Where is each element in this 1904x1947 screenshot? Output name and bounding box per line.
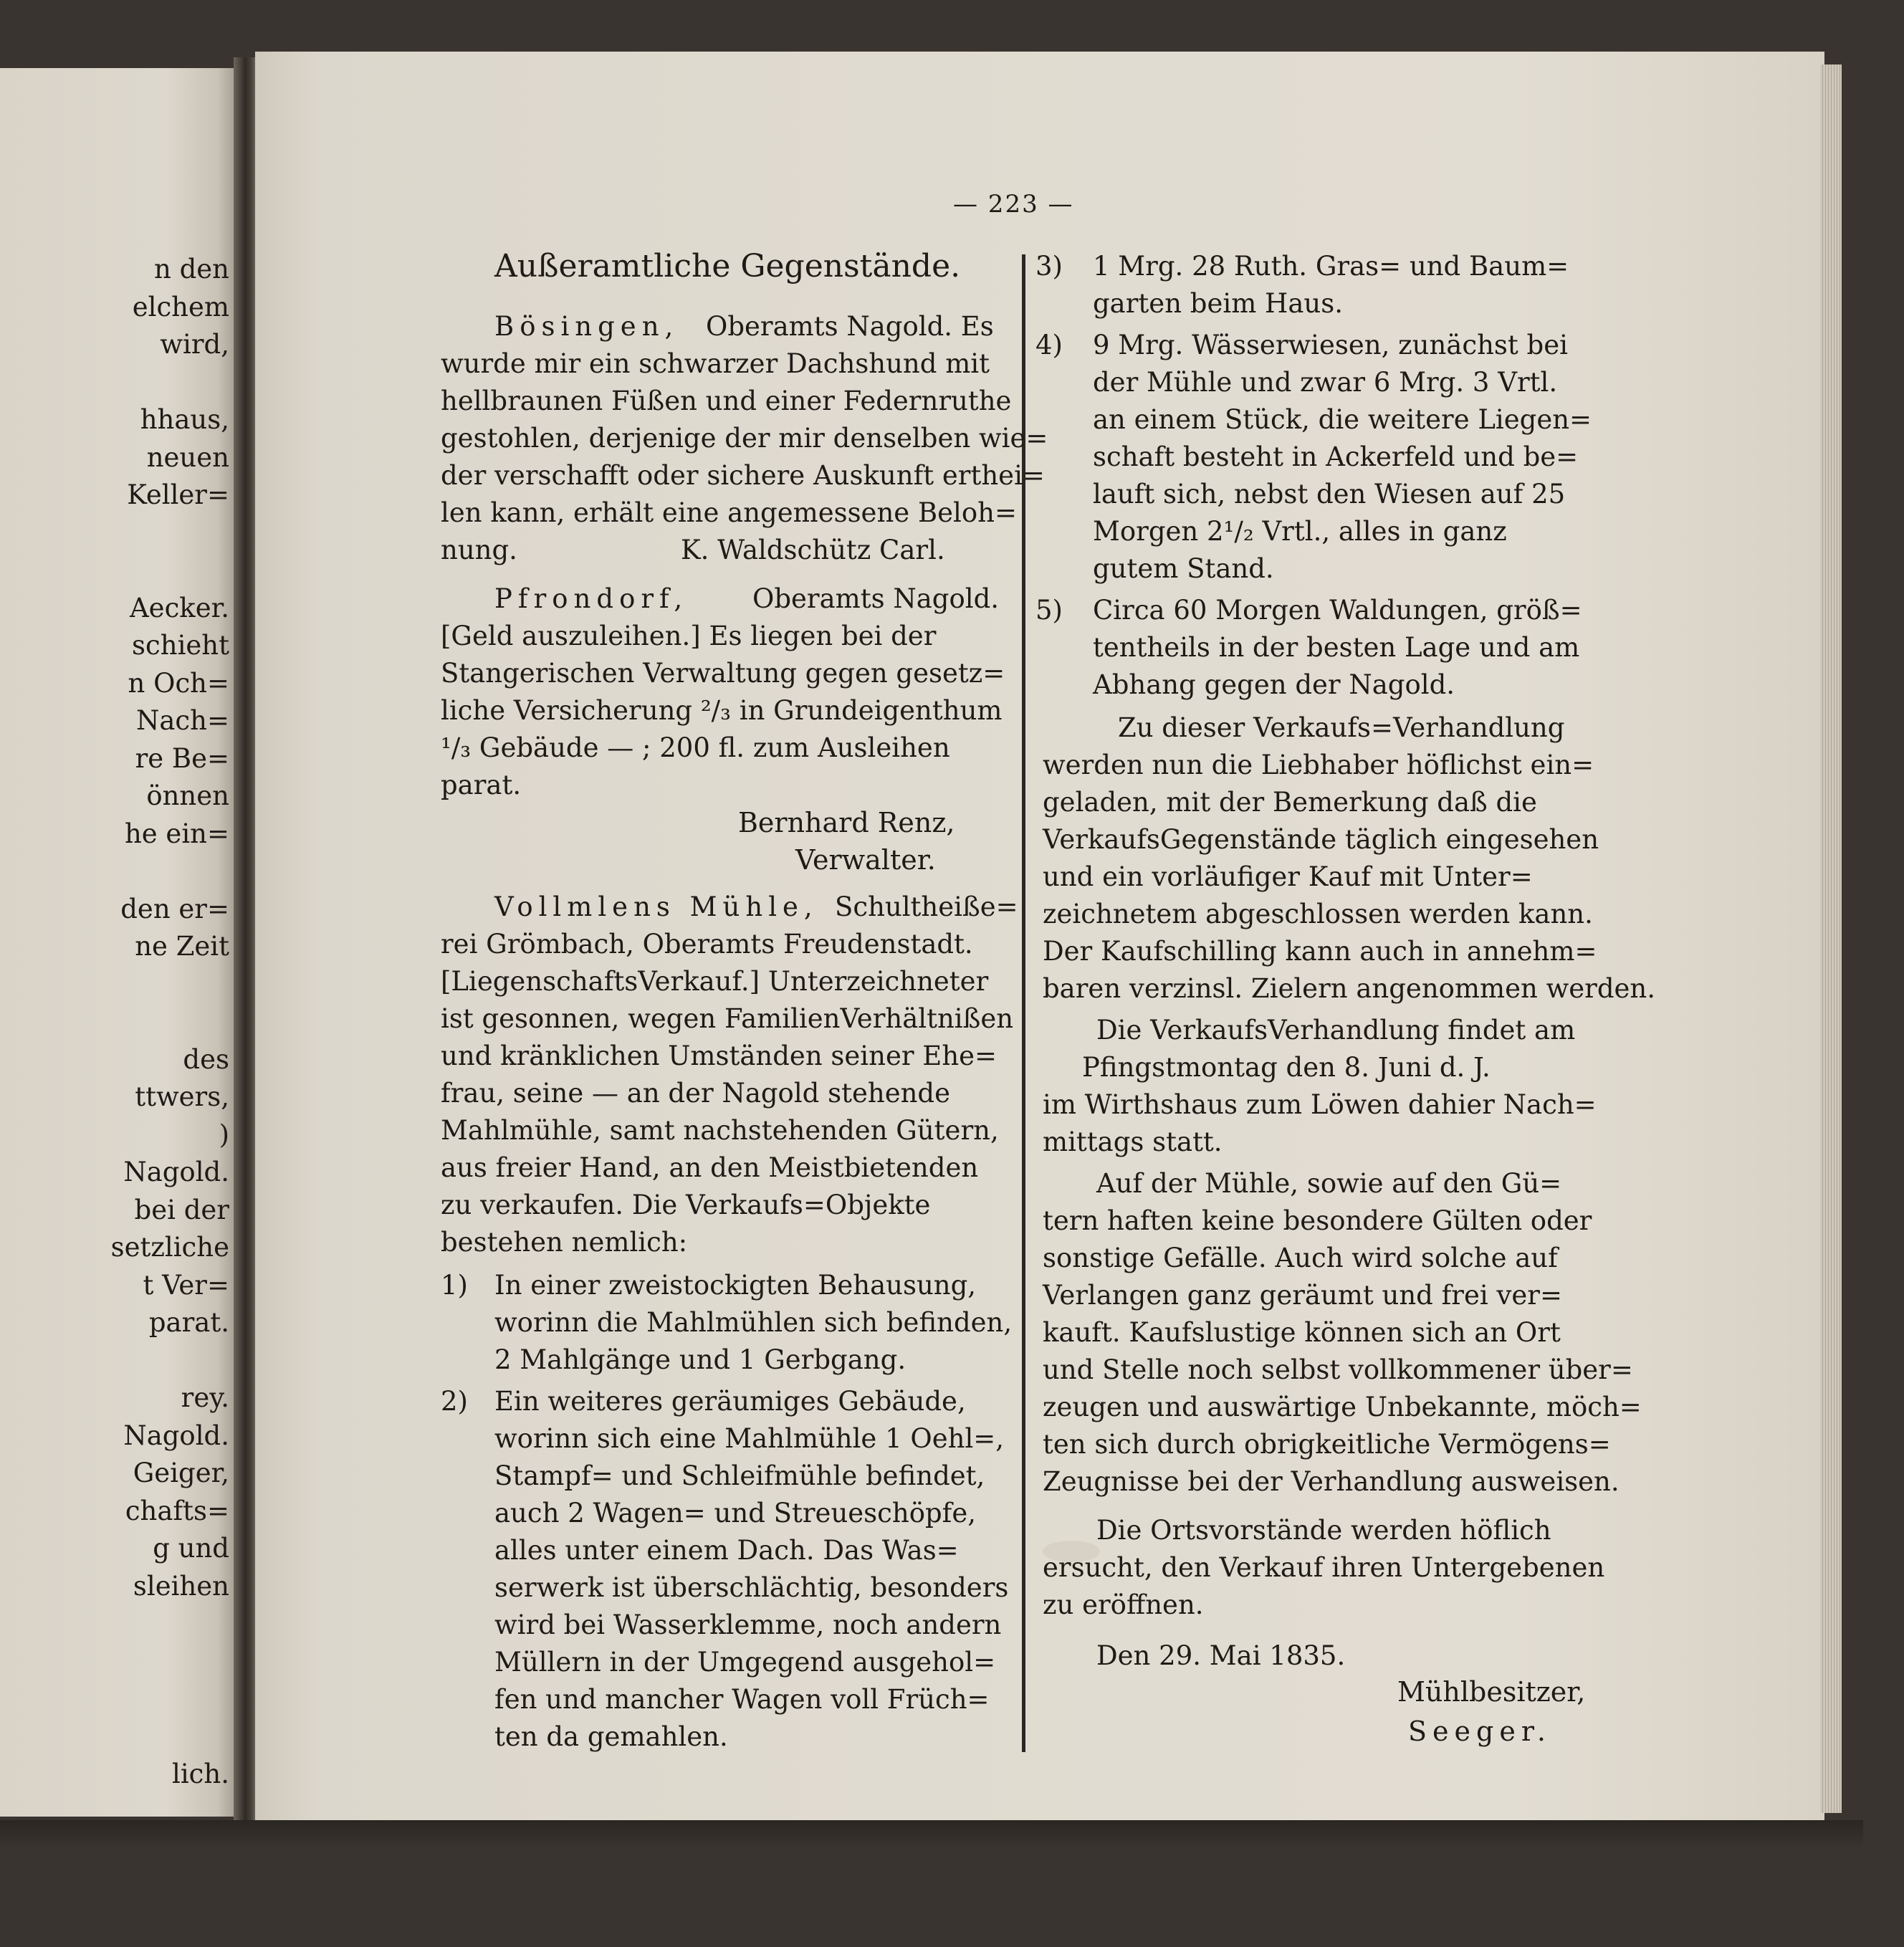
text-line: aus freier Hand, an den Meistbietenden xyxy=(441,1152,979,1183)
left-fragment-line: sleihen xyxy=(133,1570,229,1602)
left-fragment-line: Geiger, xyxy=(133,1458,229,1488)
left-fragment-line: hhaus, xyxy=(140,404,229,435)
left-fragment-line: den er= xyxy=(120,893,229,924)
left-fragment-line: setzliche xyxy=(110,1232,229,1263)
text-line: serwerk ist überschlächtig, besonders xyxy=(494,1572,1009,1603)
text-line: worinn sich eine Mahlmühle 1 Oehl=, xyxy=(494,1423,1005,1454)
left-fragment-line: g und xyxy=(153,1533,229,1564)
text-line: zu verkaufen. Die Verkaufs=Objekte xyxy=(441,1190,931,1220)
item-number: 2) xyxy=(441,1386,468,1417)
text-line: Circa 60 Morgen Waldungen, größ= xyxy=(1093,595,1582,626)
text-line: Morgen 2¹/₂ Vrtl., alles in ganz xyxy=(1093,516,1507,547)
date-line: Den 29. Mai 1835. xyxy=(1096,1640,1346,1671)
text-line: sonstige Gefälle. Auch wird solche auf xyxy=(1043,1243,1558,1273)
text-line: auch 2 Wagen= und Streueschöpfe, xyxy=(494,1498,977,1529)
text-line: Stampf= und Schleifmühle befindet, xyxy=(494,1460,985,1491)
text-line: schaft besteht in Ackerfeld und be= xyxy=(1093,441,1579,472)
text-line: zeichnetem abgeschlossen werden kann. xyxy=(1043,899,1593,929)
left-fragment-line: Nach= xyxy=(136,705,229,736)
left-fragment-line: n Och= xyxy=(128,667,229,699)
text-line: garten beim Haus. xyxy=(1093,288,1343,319)
text-line: fen und mancher Wagen voll Früch= xyxy=(494,1684,990,1715)
text-line: an einem Stück, die weitere Liegen= xyxy=(1093,404,1592,435)
left-fragment-line: lich. xyxy=(172,1759,229,1789)
left-fragment-line: Nagold. xyxy=(123,1420,229,1451)
text-line: und ein vorläufiger Kauf mit Unter= xyxy=(1043,861,1533,892)
signature: Seeger. xyxy=(1408,1716,1551,1747)
text-line: liche Versicherung ²/₃ in Grundeigenthum xyxy=(441,695,1003,726)
text-line: len kann, erhält eine angemessene Beloh= xyxy=(441,497,1017,528)
text-line: Zu dieser Verkaufs=Verhandlung xyxy=(1118,712,1565,743)
text-line: der Mühle und zwar 6 Mrg. 3 Vrtl. xyxy=(1093,367,1558,398)
text-line: kauft. Kaufslustige können sich an Ort xyxy=(1043,1317,1561,1348)
text-line: Abhang gegen der Nagold. xyxy=(1093,669,1455,700)
signature: K. Waldschütz Carl. xyxy=(681,535,945,565)
item-number: 4) xyxy=(1035,330,1063,360)
text-line: tern haften keine besondere Gülten oder xyxy=(1043,1205,1592,1236)
item-number: 3) xyxy=(1035,251,1063,282)
text-line: rei Grömbach, Oberamts Freudenstadt. xyxy=(441,929,973,960)
text-line: [LiegenschaftsVerkauf.] Unterzeichneter xyxy=(441,966,989,997)
text-line: lauft sich, nebst den Wiesen auf 25 xyxy=(1093,479,1566,510)
item-number: 5) xyxy=(1035,595,1063,626)
text-line: Oberamts Nagold. Es xyxy=(706,311,994,342)
text-line: Zeugnisse bei der Verhandlung ausweisen. xyxy=(1043,1466,1620,1497)
text-line: zeugen und auswärtige Unbekannte, möch= xyxy=(1043,1392,1642,1422)
text-line: gutem Stand. xyxy=(1093,553,1274,584)
text-line: bestehen nemlich: xyxy=(441,1227,688,1258)
left-fragment-line: chafts= xyxy=(125,1495,229,1526)
left-fragment-line: ) xyxy=(219,1119,229,1150)
place-name: Bösingen, xyxy=(494,311,679,342)
text-line: im Wirthshaus zum Löwen dahier Nach= xyxy=(1043,1089,1597,1120)
text-line: [Geld auszuleihen.] Es liegen bei der xyxy=(441,621,937,651)
left-fragment-line: parat. xyxy=(148,1307,229,1338)
text-line: frau, seine — an der Nagold stehende xyxy=(441,1078,951,1109)
text-line: ersucht, den Verkauf ihren Untergebenen xyxy=(1043,1552,1605,1583)
text-line: hellbraunen Füßen und einer Federnruthe xyxy=(441,386,1012,416)
text-line: Ein weiteres geräumiges Gebäude, xyxy=(494,1386,966,1417)
left-fragment-line: wird, xyxy=(160,329,229,360)
left-fragment-line: t Ver= xyxy=(143,1269,229,1301)
text-line: baren verzinsl. Zielern angenommen werden. xyxy=(1043,973,1656,1004)
left-fragment-line: önnen xyxy=(146,780,229,811)
page-number: — 223 — xyxy=(953,190,1074,219)
text-line: Oberamts Nagold. xyxy=(752,583,1000,614)
left-fragment-line: bei der xyxy=(134,1194,229,1225)
text-line: Pfingstmontag den 8. Juni d. J. xyxy=(1082,1052,1491,1083)
left-fragment-line: schieht xyxy=(132,630,229,661)
text-line: zu eröffnen. xyxy=(1043,1589,1204,1620)
left-fragment-line: ne Zeit xyxy=(135,931,229,962)
text-line: 1 Mrg. 28 Ruth. Gras= und Baum= xyxy=(1093,251,1569,282)
signature-title: Verwalter. xyxy=(795,844,936,876)
signature: Bernhard Renz, xyxy=(738,807,955,838)
left-fragment-line: he ein= xyxy=(124,818,229,849)
text-line: alles unter einem Dach. Das Was= xyxy=(494,1535,959,1566)
text-line: geladen, mit der Bemerkung daß die xyxy=(1043,787,1537,818)
left-fragment-line: n den xyxy=(153,254,229,284)
text-line: Schultheiße= xyxy=(835,891,1018,922)
left-fragment-line: des xyxy=(183,1043,229,1075)
section-heading: Außeramtliche Gegenstände. xyxy=(494,248,961,284)
shadow xyxy=(0,1820,1863,1849)
text-line: ist gesonnen, wegen FamilienVerhältnißen xyxy=(441,1003,1014,1034)
text-line: Der Kaufschilling kann auch in annehm= xyxy=(1043,936,1597,967)
text-line: der verschafft oder sichere Auskunft erthei= xyxy=(441,460,1045,491)
text-line: parat. xyxy=(441,770,522,800)
text-line: wurde mir ein schwarzer Dachshund mit xyxy=(441,348,990,379)
place-name: Pfrondorf, xyxy=(494,583,689,614)
left-fragment-line: Nagold. xyxy=(123,1157,229,1187)
text-line: 9 Mrg. Wässerwiesen, zunächst bei xyxy=(1093,330,1568,360)
text-line: und kränklichen Umständen seiner Ehe= xyxy=(441,1041,998,1071)
left-fragment-line: rey. xyxy=(181,1382,229,1413)
left-fragment-line: ttwers, xyxy=(135,1081,229,1112)
text-line: Die Ortsvorstände werden höflich xyxy=(1096,1515,1551,1546)
text-line: ten da gemahlen. xyxy=(494,1721,728,1752)
signature-title: Mühlbesitzer, xyxy=(1397,1676,1586,1708)
text-line: Die VerkaufsVerhandlung findet am xyxy=(1096,1015,1576,1046)
text-line: nung. xyxy=(441,535,517,565)
left-fragment-line: Keller= xyxy=(127,479,229,510)
left-fragment-line: Aecker. xyxy=(129,592,229,623)
text-line: Verlangen ganz geräumt und frei ver= xyxy=(1043,1280,1562,1311)
text-line: Mahlmühle, samt nachstehenden Gütern, xyxy=(441,1115,999,1146)
text-line: VerkaufsGegenstände täglich eingesehen xyxy=(1043,824,1599,855)
text-line: ten sich durch obrigkeitliche Vermögens= xyxy=(1043,1429,1611,1460)
text-line: tentheils in der besten Lage und am xyxy=(1093,632,1580,663)
text-line: Müllern in der Umgegend ausgehol= xyxy=(494,1647,996,1678)
text-line: In einer zweistockigten Behausung, xyxy=(494,1270,977,1301)
text-line: gestohlen, derjenige der mir denselben wie= xyxy=(441,423,1048,454)
text-line: 2 Mahlgänge und 1 Gerbgang. xyxy=(494,1344,906,1375)
place-name: Vollmlens Mühle, xyxy=(494,891,818,922)
text-line: Stangerischen Verwaltung gegen gesetz= xyxy=(441,658,1005,689)
item-number: 1) xyxy=(441,1270,468,1301)
left-fragment-line: elchem xyxy=(132,291,229,322)
left-fragment-line: neuen xyxy=(146,441,229,473)
text-line: und Stelle noch selbst vollkommener über= xyxy=(1043,1354,1633,1385)
text-line: ¹/₃ Gebäude — ; 200 fl. zum Ausleihen xyxy=(441,732,950,763)
text-line: werden nun die Liebhaber höflichst ein= xyxy=(1043,750,1594,780)
text-line: Auf der Mühle, sowie auf den Gü= xyxy=(1096,1168,1562,1199)
left-fragment-line: re Be= xyxy=(135,742,229,774)
page-edges xyxy=(1820,64,1842,1813)
text-line: wird bei Wasserklemme, noch andern xyxy=(494,1609,1002,1640)
text-line: mittags statt. xyxy=(1043,1126,1223,1157)
text-line: worinn die Mahlmühlen sich befinden, xyxy=(494,1307,1013,1338)
